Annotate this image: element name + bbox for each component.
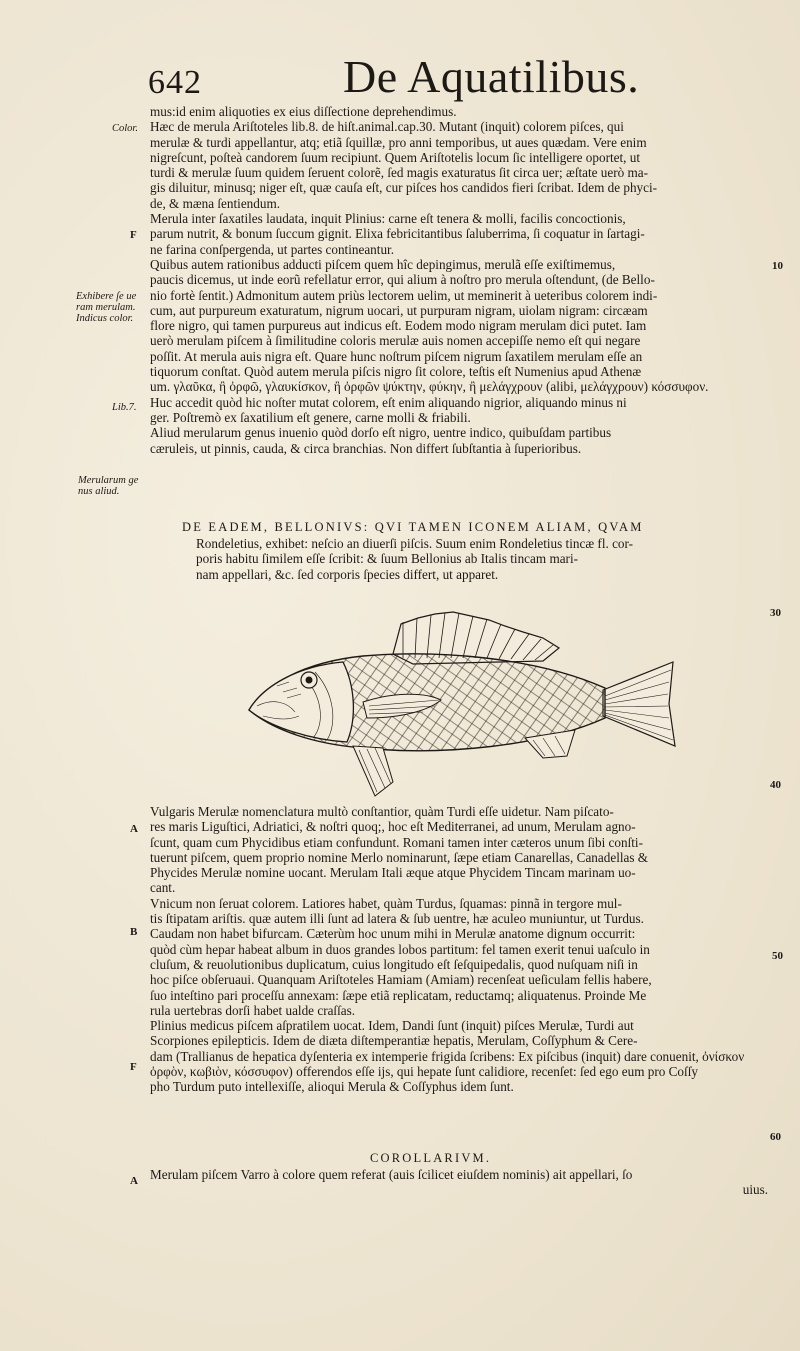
text-line: cluſum, & reuolutionibus duplicatum, cuius longitudo eſt ſeſquipedalis, quod nuſquam niſi in: [150, 956, 638, 972]
line-number-40: 40: [770, 779, 781, 791]
text-line: Vnicum non ſeruat colorem. Latiores habet, quàm Turdus, ſquamas: pinnã in tergore mul-: [150, 895, 622, 911]
text-line: Hæc de merula Ariſtoteles lib.8. de hiſt.animal.cap.30. Mutant (inquit) colorem piſces, qui: [150, 119, 624, 135]
text-line: hoc piſce obſeruaui. Quanquam Ariſtoteles Hamiam (Amiam) recenſeat ueſiculam fellis habere,: [150, 972, 652, 988]
fish-head: [249, 662, 353, 742]
bellonius-text: [196, 536, 756, 582]
text-line: nigreſcunt, poſteà candorem ſuum recipiunt. Quem Ariſtotelis locum ſic intelligere oportet, ut: [150, 149, 641, 165]
text-line: Quibus autem rationibus adducti piſcem quem hîc depingimus, merulã eſſe exiſtimemus,: [150, 256, 616, 272]
line-number-50: 50: [772, 950, 783, 962]
text-line: poris habitu ſimilem eſſe ſcribit: & ſuum Bellonius ab Italis tincam mari-: [196, 551, 578, 567]
text-line: ſcunt, quam cum Phycidibus etiam confundunt. Romani tamen inter cæteros unum ſibi conſti-: [150, 834, 643, 850]
text-line: de, & mæna ſentiendum.: [150, 195, 281, 211]
text-line: nio fortè ſentit.) Admonitum autem priùs lectorem uelim, ut meminerit à ueteribus colorem indi-: [150, 287, 658, 303]
text-line: tis ſtipatam ariſtis. quæ autem illi ſunt ad latera & ſub uentre, hæ aculeo muniuntur, ut Turdus.: [150, 911, 644, 927]
text-line: Huc accedit quòd hic noſter mutat colorem, eſt enim aliquando nigrior, aliquando minus ni: [150, 394, 627, 410]
text-line: pho Turdum puto intellexiſſe, alioqui Merula & Coſſyphus idem ſunt.: [150, 1079, 514, 1095]
text-line: ne farina conſpergenda, ut partes contineantur.: [150, 241, 394, 257]
text-line: Scorpiones epilepticis. Idem de diæta diſtemperantiæ hepatis, Merulam, Coſſyphum & Cere-: [150, 1033, 638, 1049]
margin-note-color: Color.: [112, 123, 138, 134]
text-line: turdi & merulæ ſuum quidem ſeruent colorẽ, ſed magis exaturatus ſit circa uer; æſtate uerò ma-: [150, 165, 649, 181]
text-line: uerò merulam piſcem à ſimilitudine coloris merulæ auis nomen accepiſſe nemo eſt qui negare: [150, 333, 641, 349]
running-title: De Aquatilibus.: [343, 51, 640, 102]
text-line: cum, aut purpureum exaturatum, nigrum uocari, ut purpuram nigram, uiolam nigram: circæam: [150, 302, 648, 318]
line-number-30: 30: [770, 607, 781, 619]
page-header: [148, 44, 728, 104]
text-line: ger. Poſtremò ex ſaxatilium eſt genere, carne molli & friabili.: [150, 409, 471, 425]
line-number-10: 10: [772, 260, 783, 272]
text-line: ſuo inteſtino pari proceſſu annexam: ſæpe etiã replicatam, reductamq; aliquatenus. Proinde Me: [150, 987, 647, 1003]
corollarium-text: [150, 1167, 768, 1198]
text-line: res maris Liguſtici, Adriatici, & noſtri quoq;, hoc eſt Mediterranei, ad unum, Merulam agno-: [150, 819, 636, 835]
margin-note-line: Indicus color.: [76, 313, 134, 324]
text-line: Vulgaris Merulæ nomenclatura multò conſtantior, quàm Turdi eſſe uidetur. Nam piſcato-: [150, 804, 614, 819]
section-2-text: [150, 804, 768, 1095]
side-letter-b: B: [130, 926, 138, 938]
margin-note-line: Merularum ge: [78, 475, 139, 486]
margin-note-line: nus aliud.: [78, 486, 120, 497]
text-line: Merula inter ſaxatiles laudata, inquit Plinius: carne eſt tenera & molli, facilis concoctionis,: [150, 211, 626, 227]
side-letter-f-lower: F: [130, 1061, 137, 1073]
side-letter-f: F: [130, 229, 137, 241]
pelvic-fin: [353, 746, 393, 796]
text-line: merulæ & turdi appellantur, atq; etiã ſquillæ, pro anni temporibus, ut aues quædam. Vere enim: [150, 134, 647, 150]
text-line: Merulam piſcem Varro à colore quem referat (auis ſcilicet eiuſdem nominis) ait appellari, ſo: [150, 1167, 633, 1182]
text-line: dam (Trallianus de hepatica dyſenteria ex intemperie frigida ſcribens: Ex piſcibus (inquit) dare conuenit, ὀνίσκον: [150, 1048, 745, 1064]
text-line: Plinius medicus piſcem aſpratilem uocat. Idem, Dandi ſunt (inquit) piſces Merulæ, Turdi aut: [150, 1018, 634, 1034]
text-line: gis diluitur, minusq; niger eſt, quæ cauſa eſt, cur piſces hos candidos fieri ſcribat. Idem de phyci-: [150, 180, 658, 196]
text-line: cant.: [150, 880, 176, 896]
text-line: nam appellari, &c. ſed corporis ſpecies differt, ut apparet.: [196, 566, 499, 582]
text-line: quòd cùm hepar habeat album in duos grandes lobos partitum: fel tamen exerit tenui uaſculo in: [150, 941, 650, 957]
page-number: 642: [148, 64, 202, 101]
tail-fin: [603, 662, 675, 746]
fish-woodcut-illustration: [243, 606, 683, 802]
text-line: cæruleis, ut pinnis, cauda, & circa branchias. Non differt ſubſtantia à ſuperioribus.: [150, 440, 582, 456]
margin-note-line: Exhibere ſe ue: [76, 291, 137, 302]
text-line: parum nutrit, & bonum ſuccum gignit. Elixa febricitantibus ſaluberrima, ſi coquatur in ſartagi-: [150, 226, 645, 242]
margin-note-line: ram merulam.: [76, 302, 136, 313]
section-1-text: [150, 104, 768, 456]
side-letter-a-lower: A: [130, 1175, 138, 1187]
text-line: Rondeletius, exhibet: neſcio an diuerſi piſcis. Suum enim Rondeletius tincæ fl. cor-: [196, 536, 634, 551]
text-line: um. γλαῦκα, ἢ ὀρφῶ, γλαυκίσκον, ἢ ὀρφῶν ψύκτην, φύκην, ἢ μελάγχρουν (alibi, μελάγχρουν) κόσσυφον.: [150, 379, 709, 395]
text-line: flore nigro, qui tamen purpureus aut indicus eſt. Eodem modo nigram merulam dici putet. Iam: [150, 318, 647, 334]
bellonius-heading: DE EADEM, BELLONIVS: QVI TAMEN ICONEM ALIAM, QVAM: [182, 520, 644, 534]
margin-note-exhibere: [76, 291, 156, 324]
text-line: Aliud merularum genus inuenio quòd dorſo eſt nigro, uentre indico, quibuſdam partibus: [150, 425, 612, 441]
text-line: uius.: [742, 1182, 768, 1198]
line-number-60: 60: [770, 1131, 781, 1143]
text-line: tiquorum conſtat. Quòd autem merula piſcis nigro ſit colore, teſtis eſt Numenius apud Athenæ: [150, 364, 642, 380]
text-line: paucis dicemus, ut inde eorũ refellatur error, qui alium à noſtro pro merula oſtendunt, (de Bello-: [150, 272, 655, 288]
text-line: mus:id enim aliquoties ex eius diſſectione deprehendimus.: [150, 104, 457, 119]
text-line: Phycides Merulæ nomine uocant. Merulam Itali æque atque Phycidem Tincam marinam uo-: [150, 865, 636, 881]
text-line: poſſit. At merula auis nigra eſt. Quare hunc noſtrum piſcem nigrum ſaxatilem merulam eſſe an: [150, 348, 643, 364]
margin-note-merularum: [78, 475, 158, 497]
text-line: ὀρφὸν, κωβιὸν, κόσσυφον) offerendos eſſe ijs, qui hepate ſunt calidiore, recenſet: ſed ego eum pro Coſſy: [150, 1064, 698, 1080]
corollarium-heading: COROLLARIVM.: [370, 1151, 492, 1165]
text-line: Caudam non habet bifurcam. Cæterùm hoc unum mihi in Merulæ anatome dignum occurrit:: [150, 926, 636, 942]
margin-note-lib: Lib.7.: [112, 402, 137, 413]
text-line: rula uertebras dorſi habet ualde craſſas.: [150, 1002, 356, 1018]
text-line: tuerunt piſcem, quem proprio nomine Merlo nominarunt, ſæpe etiam Canarellas, Canadellas &: [150, 849, 649, 865]
side-letter-a: A: [130, 823, 138, 835]
